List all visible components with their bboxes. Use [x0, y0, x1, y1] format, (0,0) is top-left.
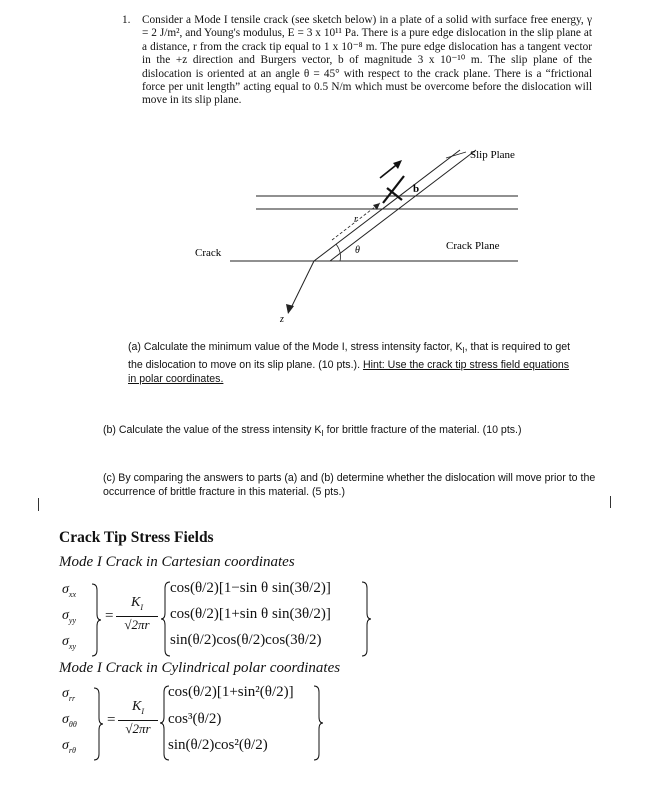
cartesian-row-xy: sin(θ/2)cos(θ/2)cos(3θ/2): [170, 632, 322, 648]
theta-arc: [336, 244, 341, 261]
fields-title: Crack Tip Stress Fields: [59, 529, 214, 546]
part-a-text: (a) Calculate the minimum value of the Mode I, stress intensity factor, K: [128, 341, 463, 353]
part-a-k-subscript: I: [462, 346, 465, 356]
problem-text: Consider a Mode I tensile crack (see sketch below) in a plate of a solid with surface free energy, γ = 2 J/m², and Young's modulus, E = 3 x 10¹¹ Pa. There is a pure edge dislocation in the slip plane at a distance, r from the crack tip equal to 1 x 10⁻⁸ m. The pure edge dislocation has a tangent vector in the +z direction and Burgers vector, b of magnitude 3 x 10⁻¹⁰ m. The slip plane of the dislocation is oriented at an angle θ = 45° with respect to the crack plane. There is a “frictional force per unit length” acting equal to 0.5 N/m which must be overcome before the dislocation will move in its slip plane.: [142, 14, 592, 107]
r-label: r: [354, 214, 358, 225]
polar-row-rtheta: sin(θ/2)cos²(θ/2): [168, 737, 268, 753]
cartesian-title: Mode I Crack in Cartesian coordinates: [59, 554, 295, 570]
sigma-xx: $\sigma_{xx}$: [62, 582, 77, 599]
sigma-rtheta: $\sigma_{r\theta}$: [62, 738, 76, 755]
cartesian-row-yy: cos(θ/2)[1+sin θ sin(3θ/2)]: [170, 606, 331, 622]
sigma-yy: $\sigma_{yy}$: [62, 608, 77, 625]
part-a: [128, 340, 578, 386]
z-axis-arrow: [290, 261, 314, 310]
part-a-text-2: , that is required to get the dislocation to move on its slip plane. (10 pts.).: [128, 341, 571, 372]
slip-plane-label: Slip Plane: [470, 149, 515, 161]
polar-row-thetatheta: cos³(θ/2): [168, 711, 222, 727]
crack-plane-label: Crack Plane: [446, 240, 500, 252]
cartesian-prefactor: $K_I$ √2πr: [116, 595, 158, 633]
polar-row-rr: cos(θ/2)[1+sin²(θ/2)]: [168, 684, 294, 700]
z-arrowhead: [286, 304, 294, 314]
polar-rows-brace-right: [312, 684, 324, 762]
theta-label: θ: [355, 245, 360, 256]
polar-title: Mode I Crack in Cylindrical polar coordinates: [59, 660, 341, 676]
polar-sigma-brace: [92, 686, 104, 762]
sigma-vector-brace: [90, 582, 102, 658]
cartesian-equation: [60, 578, 380, 660]
sigma-thetatheta: $\sigma_{\theta\theta}$: [62, 712, 77, 729]
part-c-text: (c) By comparing the answers to parts (a) and (b) determine whether the dislocation will move prior to the occurrence of brittle fracture in this material. (5 pts.): [103, 472, 596, 498]
cartesian-equals: =: [105, 608, 114, 624]
crack-sketch: [180, 140, 540, 330]
z-label: z: [280, 314, 284, 325]
left-margin-bar: [38, 498, 39, 511]
crack-label: Crack: [195, 247, 222, 259]
problem-statement: [122, 14, 592, 108]
polar-equals: =: [107, 712, 116, 728]
cartesian-row-xx: cos(θ/2)[1−sin θ sin(3θ/2)]: [170, 580, 331, 596]
part-b-text: (b) Calculate the value of the stress intensity K: [103, 424, 322, 436]
part-b-k-subscript: I: [321, 429, 324, 439]
problem-number: 1.: [122, 14, 131, 26]
part-b-text-2: for brittle fracture of the material. (10 pts.): [323, 424, 522, 436]
sigma-xy: $\sigma_{xy}$: [62, 634, 77, 651]
right-margin-bar: [610, 496, 611, 508]
cartesian-rows-brace-right: [360, 580, 372, 658]
polar-prefactor: $K_I$ √2πr: [118, 699, 158, 737]
burgers-label: b: [413, 183, 420, 195]
burgers-arrowhead: [393, 160, 402, 169]
sigma-rr: $\sigma_{rr}$: [62, 686, 76, 703]
part-c: [103, 471, 603, 499]
polar-equation: [60, 684, 360, 764]
part-b: [103, 423, 603, 441]
part-a-hint: Hint: Use the crack tip stress field equations in polar coordinates.: [128, 359, 570, 386]
